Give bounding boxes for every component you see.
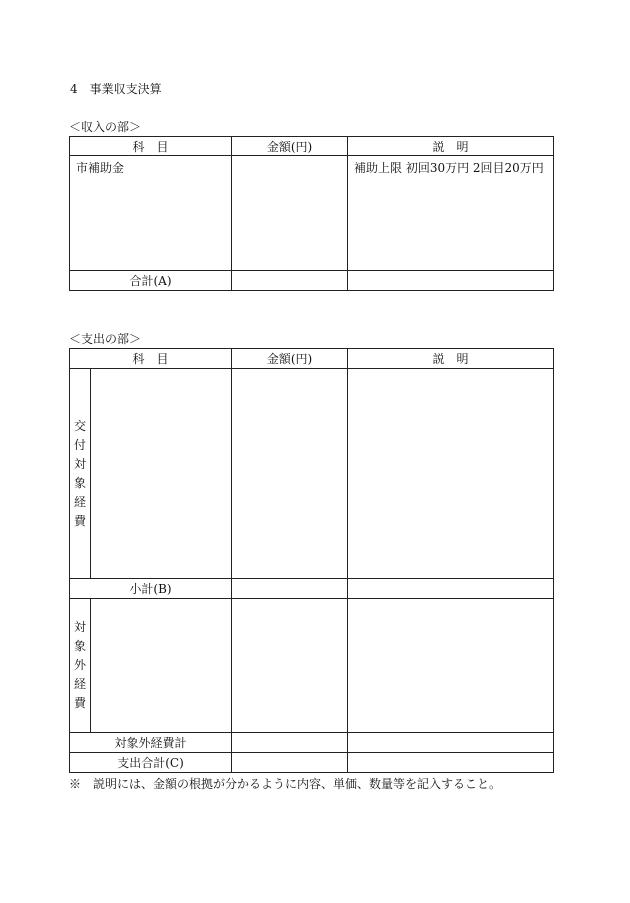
expense-total-row — [70, 753, 554, 773]
income-header-amount: 金額(円) — [232, 137, 348, 156]
income-total-amount-cell[interactable] — [232, 271, 348, 291]
subtotal-amount-cell[interactable] — [232, 579, 348, 599]
income-description-cell[interactable]: 補助上限 初回30万円 2回目20万円 — [348, 156, 554, 271]
footnote: ※ 説明には、金額の根拠が分かるように内容、単価、数量等を記入すること。 — [69, 777, 502, 791]
non-eligible-group-char: 象 — [73, 639, 86, 653]
income-row-subsidy — [70, 156, 554, 271]
non-eligible-description-cell[interactable] — [348, 599, 554, 733]
subtotal-label: 小計(B) — [70, 579, 232, 599]
non-eligible-total-label: 対象外経費計 — [70, 733, 232, 753]
expense-header-item: 科 目 — [70, 349, 232, 369]
income-header-item: 科 目 — [70, 137, 232, 156]
expense-non-eligible-row — [70, 599, 554, 733]
eligible-group-char: 費 — [73, 513, 86, 528]
expense-total-description-cell[interactable] — [348, 753, 554, 773]
eligible-group-char: 付 — [73, 437, 86, 452]
non-eligible-group-char: 経 — [73, 677, 86, 691]
expense-total-amount-cell[interactable] — [232, 753, 348, 773]
expense-table — [69, 348, 554, 773]
eligible-group-char: 象 — [73, 475, 86, 490]
expense-total-label: 支出合計(C) — [70, 753, 232, 773]
income-total-row — [70, 271, 554, 291]
expense-header-row — [70, 349, 554, 369]
section-title: 4 事業収支決算 — [70, 82, 162, 96]
non-eligible-group-char: 外 — [73, 658, 86, 672]
income-total-description-cell[interactable] — [348, 271, 554, 291]
non-eligible-total-row — [70, 733, 554, 753]
income-item-cell[interactable]: 市補助金 — [70, 156, 232, 271]
eligible-group-char: 経 — [73, 494, 86, 509]
eligible-item-cell[interactable] — [91, 369, 232, 579]
non-eligible-total-amount-cell[interactable] — [232, 733, 348, 753]
income-amount-cell[interactable] — [232, 156, 348, 271]
non-eligible-group-char: 費 — [73, 696, 86, 710]
eligible-amount-cell[interactable] — [232, 369, 348, 579]
expense-eligible-row — [70, 369, 554, 579]
expense-subtotal-row — [70, 579, 554, 599]
income-header-description: 説 明 — [348, 137, 554, 156]
non-eligible-expense-group-label — [70, 599, 91, 733]
eligible-description-cell[interactable] — [348, 369, 554, 579]
income-table — [69, 136, 554, 291]
eligible-group-char: 対 — [73, 456, 86, 471]
expense-header-description: 説 明 — [348, 349, 554, 369]
eligible-group-char: 交 — [73, 418, 86, 433]
non-eligible-amount-cell[interactable] — [232, 599, 348, 733]
income-header-row — [70, 137, 554, 156]
expense-header-amount: 金額(円) — [232, 349, 348, 369]
income-total-label: 合計(A) — [70, 271, 232, 291]
subtotal-description-cell[interactable] — [348, 579, 554, 599]
eligible-expense-group-label — [70, 369, 91, 579]
expense-section-title: ＜支出の部＞ — [69, 332, 142, 346]
income-section-title: ＜収入の部＞ — [69, 120, 142, 134]
non-eligible-item-cell[interactable] — [91, 599, 232, 733]
non-eligible-group-char: 対 — [73, 620, 86, 634]
non-eligible-total-description-cell[interactable] — [348, 733, 554, 753]
